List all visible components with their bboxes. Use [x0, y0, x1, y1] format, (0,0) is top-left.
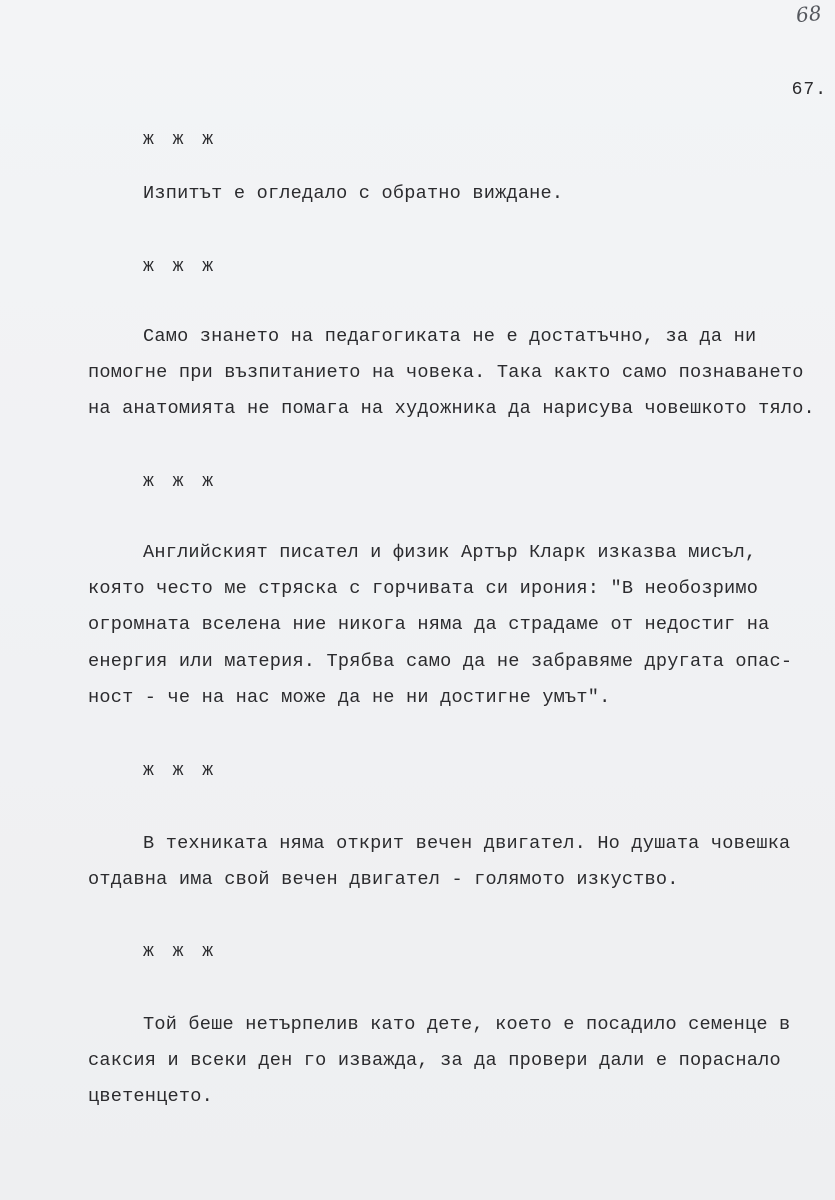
section-separator: ж ж ж [143, 257, 218, 277]
paragraph-line: Изпитът е огледало с обратно виждане. [143, 183, 564, 204]
paragraph-line: енергия или материя. Трябва само да не забравяме другата опас- [88, 651, 793, 672]
paragraph-line: на анатомията не помага на художника да нарисува човешкото тяло. [88, 398, 815, 419]
paragraph-line: ност - че на нас може да не ни достигне умът". [88, 687, 611, 708]
paragraph-line: Той беше нетърпелив като дете, което е посадило семенце в [143, 1014, 791, 1035]
section-separator: ж ж ж [143, 761, 218, 781]
paragraph-line: която често ме стряска с горчивата си ирония: "В необозримо [88, 578, 759, 599]
handwritten-archive-number: 68 [794, 0, 823, 28]
paragraph-line: Английският писател и физик Артър Кларк изказва мисъл, [143, 542, 757, 563]
paragraph-line: Само знането на педагогиката не е достатъчно, за да ни [143, 326, 757, 347]
paragraph-line: помогне при възпитанието на човека. Така както само познаването [88, 362, 804, 383]
section-separator: ж ж ж [143, 942, 218, 962]
paragraph-line: огромната вселена ние никога няма да страдаме от недостиг на [88, 614, 770, 635]
page-number: 67. [791, 80, 827, 100]
paragraph-line: саксия и всеки ден го изважда, за да провери дали е пораснало [88, 1050, 781, 1071]
section-separator: ж ж ж [143, 472, 218, 492]
paragraph-line: В техниката няма открит вечен двигател. Но душата човешка [143, 833, 791, 854]
paragraph-line: цветенцето. [88, 1086, 213, 1107]
section-separator: ж ж ж [143, 130, 218, 150]
paragraph-line: отдавна има свой вечен двигател - голямото изкуство. [88, 869, 679, 890]
